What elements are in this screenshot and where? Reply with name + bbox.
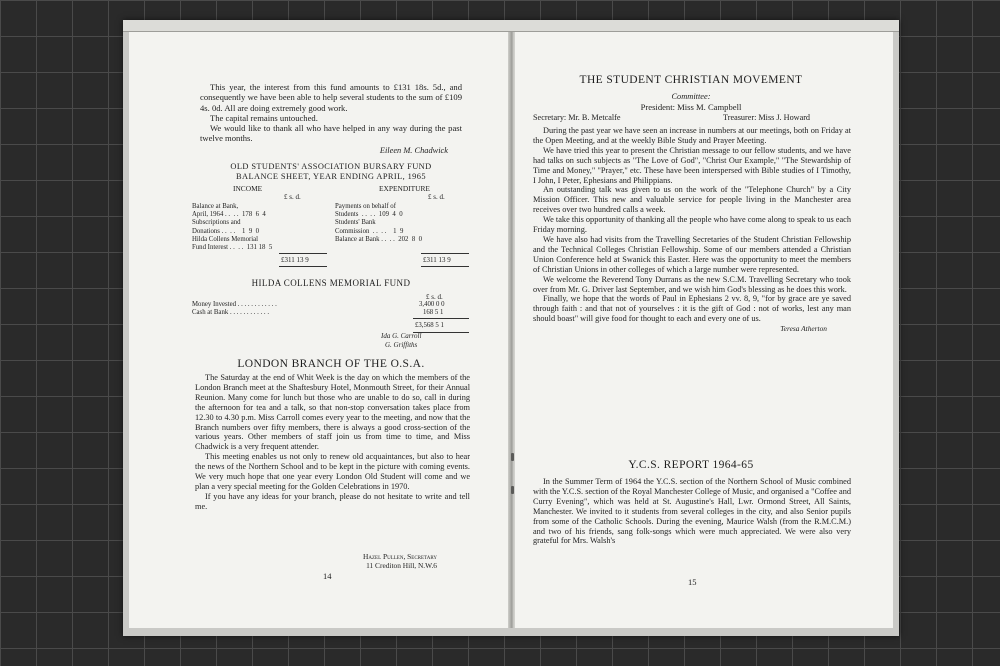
london-body: [195, 373, 470, 512]
london-p1: The Saturday at the end of Whit Week is the day on which the members of the London Branch meet at the Shaftesbury Hotel, Monmouth Street, for their Annual Reunion. Many come for lunch but those who are unable to do so, call in during the afternoon for tea and a talk, so that non-stop conversation takes place from 12.30 to 4.30 p.m. Miss Carroll comes every year to the meeting, and now that the Branch numbers over fifty members, there is always a good cross-section of the various years. Other members of staff join us from time to time, and Miss Chadwick is a very frequent attender.: [195, 373, 470, 452]
london-sig-address: 11 Crediton Hill, N.W.6: [366, 561, 437, 570]
expenditure-row: Balance at Bank . . . . 202 8 0: [335, 235, 423, 243]
scm-secretary: Secretary: Mr. B. Metcalfe: [533, 113, 621, 122]
scm-p3: An outstanding talk was given to us on the work of the "Telephone Church" by a City Mission Officer. This new and valuable service for people living in the Manchester area receives over two hundred calls a week.: [533, 185, 851, 215]
scm-committee-label: Committee:: [671, 92, 711, 101]
expenditure-row: Commission . . . . 1 9: [335, 227, 404, 235]
hilda-row1-value: 3,400 0 0: [419, 301, 445, 308]
fund-intro-p2: The capital remains untouched.: [210, 112, 318, 123]
hilda-heading: HILDA COLLENS MEMORIAL FUND: [251, 278, 411, 288]
income-row: Donations . . . . 1 9 0: [192, 227, 260, 235]
hilda-signatures: [381, 332, 421, 349]
london-sig-name: Hazel Pullen, Secretary: [363, 552, 437, 561]
scm-p2: We have tried this year to present the Christian message to our fellow students, and we have had talks on such subjects as "The Love of God", "Christ Our Example," "The Stewardship of Time and Money," "Prayer," etc. These have been interspersed with Bible studies of I Timothy, I John, I Peter, Ephesians and Philippians.: [533, 145, 851, 185]
scm-treasurer: Treasurer: Miss J. Howard: [723, 113, 811, 122]
scm-p1: During the past year we have seen an increase in numbers at our meetings, both on Friday at the Open Meeting, and at the weekly Bible Study and Prayer Meeting.: [533, 126, 851, 145]
staple: [511, 486, 514, 494]
expenditure-row: Payments on behalf of: [335, 203, 396, 210]
income-row: Balance at Bank,: [192, 203, 239, 210]
hilda-row2-label: Cash at Bank . . . . . . . . . . . .: [192, 309, 270, 316]
open-booklet: [123, 20, 899, 636]
expenditure-money-header: £ s. d.: [428, 193, 445, 201]
hilda-total: £3,568 5 1: [415, 322, 444, 329]
fund-intro: [200, 82, 462, 156]
expenditure-rule: [421, 253, 469, 254]
scm-body: [533, 126, 851, 334]
income-row: Fund Interest . . . . 131 18 5: [192, 244, 273, 252]
scm-committee: [535, 92, 847, 113]
hilda-rule: [413, 318, 469, 319]
scm-p4: We take this opportunity of thanking all the people who have come along to speak to us each Friday morning.: [533, 215, 851, 235]
hilda-rule-bottom: [413, 332, 469, 333]
cover-edge: [123, 20, 899, 32]
fund-intro-p1: This year, the interest from this fund amounts to £131 18s. 5d., and consequently we have been able to help several students to the sum of £109 4s. 0d. All are doing extremely good work.: [200, 82, 462, 113]
left-page: [129, 32, 510, 628]
scm-president: President: Miss M. Campbell: [640, 102, 742, 113]
fund-signature: Eileen M. Chadwick: [379, 145, 448, 155]
bursary-heading-line2: BALANCE SHEET, YEAR ENDING APRIL, 1965: [236, 172, 426, 181]
scm-p7: Finally, we hope that the words of Paul in Ephesians 2 vv. 8, 9, "for by grace are ye saved through faith : and that not of yourselves : it is the gift of God : not of works, lest any man should boast" will give food for thought to each and every one of us.: [533, 294, 851, 324]
expenditure-rule-bottom: [421, 266, 469, 267]
expenditure-row: Students' Bank: [335, 219, 376, 227]
income-total: £311 13 9: [281, 256, 309, 264]
income-row: April, 1964 . . . . 178 6 4: [192, 211, 266, 219]
hilda-sig1: Ida G. Carroll: [381, 332, 422, 340]
income-row: Subscriptions and: [192, 219, 241, 227]
income-rule: [279, 253, 327, 254]
expenditure-total: £311 13 9: [423, 256, 451, 264]
income-money-header: £ s. d.: [284, 193, 301, 201]
scm-heading: THE STUDENT CHRISTIAN MOVEMENT: [579, 74, 803, 86]
income-row: Hilda Collens Memorial: [192, 235, 259, 243]
income-rule-bottom: [279, 266, 327, 267]
scm-p5: We have also had visits from the Travelling Secretaries of the Student Christian Fellowship and the Technical Colleges Christian Fellowship. Some of our members attended a Christian Union Conference held at Swanick this Easter. Here was the opportunity to meet the members of Christian Unions in other colleges of which a large number were represented.: [533, 234, 851, 274]
hilda-sig2: G. Griffiths: [385, 340, 418, 349]
ycs-heading: Y.C.S. REPORT 1964-65: [628, 459, 754, 471]
london-p3: If you have any ideas for your branch, please do not hesitate to write and tell me.: [195, 491, 470, 511]
expenditure-row: Students . . . . 109 4 0: [335, 211, 403, 219]
london-p2: This meeting enables us not only to renew old acquaintances, but also to hear the news of the Northern School and to be kept in the picture with coming events. We very much hope that one year every London Old Student will come and we plan a very special meeting for the Golden Celebrations in 1970.: [195, 452, 470, 491]
scm-p6: We welcome the Reverend Tony Durrans as the new S.C.M. Travelling Secretary who took over from Mr. G. Driver last September, and we wish him God's blessing as he does this work.: [533, 274, 851, 294]
income-rows: [192, 203, 327, 252]
expenditure-header: EXPENDITURE: [379, 184, 430, 193]
page-number-right: 15: [688, 577, 697, 587]
london-heading: LONDON BRANCH OF THE O.S.A.: [237, 358, 425, 370]
expenditure-rows: [335, 203, 475, 244]
bursary-heading: [191, 162, 471, 182]
income-header: INCOME: [233, 184, 263, 193]
hilda-money-header: £ s. d.: [426, 293, 443, 301]
ycs-p1: In the Summer Term of 1964 the Y.C.S. section of the Northern School of Music combined with the Y.C.S. section of the Royal Manchester College of Music, and organised a "Coffee and Curry Evening", which was held at St. Augustine's Hall, Lwr. Ormond Street, All Saints, Manchester. We invited to it students from several colleges in the city, and also Senior pupils from some of the Catholic Schools. During the evening, Maurice Walsh (from the R.M.C.M.) and two of his friends, sang folk-songs which were much appreciated. We were also very grateful for Mrs. Walsh's: [533, 477, 851, 546]
ycs-body: [533, 477, 851, 546]
hilda-row1-label: Money Invested . . . . . . . . . . . .: [192, 301, 277, 308]
hilda-row2-value: 168 5 1: [423, 309, 444, 316]
scm-signature: Teresa Atherton: [780, 324, 827, 334]
page-number-left: 14: [323, 571, 332, 581]
fund-intro-p3: We would like to thank all who have helped in any way during the past twelve months.: [200, 123, 462, 144]
right-page: [515, 32, 893, 628]
staple: [511, 453, 514, 461]
bursary-heading-line1: OLD STUDENTS' ASSOCIATION BURSARY FUND: [230, 162, 432, 171]
london-signature: [317, 552, 437, 570]
